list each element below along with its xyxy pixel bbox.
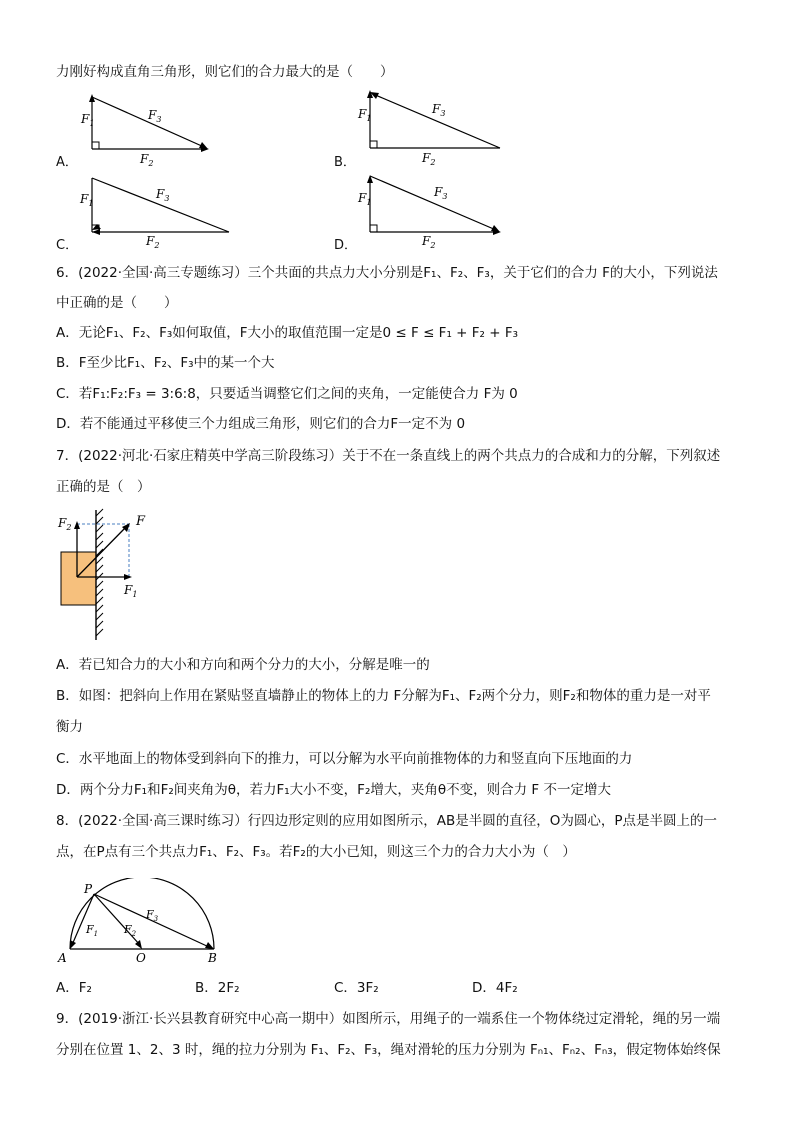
- svg-text:F3: $F_3$: [432, 102, 446, 118]
- q6-stem-line1: 6．(2022·全国·高三专题练习）三个共面的共点力大小分别是F₁、F₂、F₃，关于它们的合力 F的大小，下列说法: [56, 265, 718, 281]
- q7-option-b-line2: 衡力: [56, 719, 83, 735]
- q5-option-d-label: D．: [334, 238, 358, 253]
- svg-text:F2: $F_2$: [422, 234, 436, 250]
- svg-text:F1: $F_1$: [124, 583, 138, 599]
- q6-option-d: D．若不能通过平移使三个力组成三角形，则它们的合力F一定不为 0: [56, 416, 466, 432]
- q6-option-b: B．F至少比F₁、F₂、F₃中的某一个大: [56, 355, 275, 371]
- q8-stem-line1: 8．(2022·全国·高三课时练习）行四边形定则的应用如图所示，AB是半圆的直径，O为圆心，P点是半圆上的一: [56, 813, 718, 829]
- svg-text:F3: $F_3$: [156, 187, 170, 203]
- q6-option-c: C．若F₁:F₂:F₃ = 3:6:8，只要适当调整它们之间的夹角，一定能使合力 F为 0: [56, 386, 518, 402]
- svg-text:F2: $F_2$: [422, 151, 436, 167]
- q5-figure-c: [78, 170, 238, 252]
- q7-stem-line2: 正确的是（ ）: [56, 479, 151, 495]
- q8-stem-line2: 点，在P点有三个共点力F₁、F₂、F₃。若F₂的大小已知，则这三个力的合力大小为（ ）: [56, 844, 576, 860]
- svg-text:F3: $F_3$: [146, 908, 159, 923]
- q5-figure-d: [354, 168, 509, 252]
- svg-text:F2: $F_2$: [146, 234, 160, 250]
- svg-text:O: O: [136, 951, 146, 965]
- svg-text:F1: $F_1$: [80, 192, 94, 208]
- svg-text:F1: $F_1$: [358, 107, 372, 123]
- f1-label: $F_1$: [81, 112, 95, 128]
- q8-semicircle-figure: [52, 878, 232, 968]
- q7-stem-line1: 7．(2022·河北·石家庄精英中学高三阶段练习）关于不在一条直线上的两个共点力的合成和力的分解，下列叙述: [56, 448, 721, 464]
- q7-option-b-line1: B．如图：把斜向上作用在紧贴竖直墙静止的物体上的力 F分解为F₁、F₂两个分力，则F₂和物体的重力是一对平: [56, 688, 711, 704]
- q5-option-c-label: C．: [56, 238, 79, 253]
- q5-option-a-label: A．: [56, 155, 78, 170]
- q8-option-c: C．3F₂: [334, 980, 379, 996]
- svg-text:F: F: [136, 514, 146, 529]
- q9-stem-line2: 分别在位置 1、2、3 时，绳的拉力分别为 F₁、F₂、F₃，绳对滑轮的压力分别为 Fₙ₁、Fₙ₂、Fₙ₃，假定物体始终保: [56, 1042, 721, 1058]
- svg-text:F2: $F_2$: [58, 516, 72, 532]
- q9-stem-line1: 9．(2019·浙江·长兴县教育研究中心高一期中）如图所示，用绳子的一端系住一个物体绕过定滑轮，绳的另一端: [56, 1011, 721, 1027]
- svg-text:F2: $F_2$: [124, 923, 137, 938]
- svg-text:A: A: [58, 951, 67, 965]
- q5-option-b-label: B．: [334, 155, 356, 170]
- svg-text:F3: $F_3$: [434, 185, 448, 201]
- f2-label: $F_2$: [140, 152, 154, 168]
- svg-text:B: B: [208, 951, 217, 965]
- f3-label: $F_3$: [148, 108, 162, 124]
- q6-option-a: A．无论F₁、F₂、F₃如何取值，F大小的取值范围一定是0 ≤ F ≤ F₁ + F₂ + F₃: [56, 325, 518, 341]
- q8-option-d: D．4F₂: [472, 980, 518, 996]
- q6-stem-line2: 中正确的是（ ）: [56, 295, 178, 311]
- q5-figure-a: [78, 92, 228, 170]
- svg-text:P: P: [84, 882, 93, 896]
- q5-figure-b: [354, 84, 509, 170]
- q8-option-b: B．2F₂: [195, 980, 240, 996]
- q8-option-a: A．F₂: [56, 980, 92, 996]
- q7-wall-figure: [54, 506, 164, 642]
- q5-stem: 力刚好构成直角三角形，则它们的合力最大的是（ ）: [56, 64, 394, 80]
- svg-text:F1: $F_1$: [86, 923, 99, 938]
- q7-option-d: D．两个分力F₁和F₂间夹角为θ，若力F₁大小不变，F₂增大，夹角θ不变，则合力 F 不一定增大: [56, 782, 611, 798]
- q7-option-c: C．水平地面上的物体受到斜向下的推力，可以分解为水平向前推物体的力和竖直向下压地面的力: [56, 751, 633, 767]
- q7-option-a: A．若已知合力的大小和方向和两个分力的大小，分解是唯一的: [56, 657, 430, 673]
- svg-text:F1: $F_1$: [358, 191, 372, 207]
